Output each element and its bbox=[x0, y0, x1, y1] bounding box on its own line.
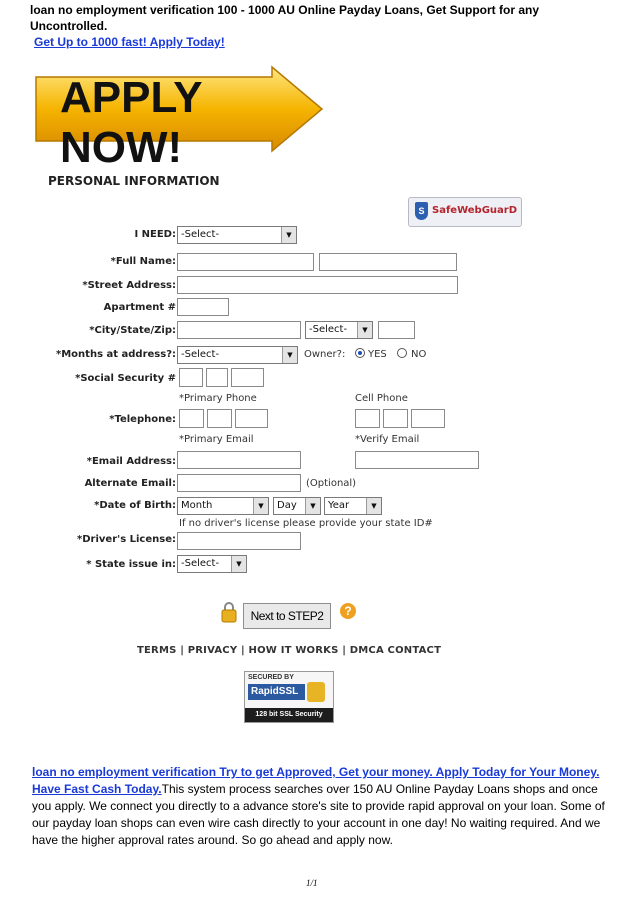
footer-links bbox=[137, 645, 441, 656]
dob-year-value: Year bbox=[328, 500, 350, 511]
label-telephone: *Telephone: bbox=[109, 414, 176, 425]
shield-icon: S bbox=[415, 202, 428, 220]
cell-line-input[interactable] bbox=[411, 409, 445, 428]
phone-area-input[interactable] bbox=[179, 409, 204, 428]
phone-prefix-input[interactable] bbox=[207, 409, 232, 428]
padlock-icon bbox=[307, 682, 325, 702]
help-icon[interactable]: ? bbox=[340, 603, 356, 619]
ssn-part2-input[interactable] bbox=[206, 368, 228, 387]
label-months: *Months at address?: bbox=[56, 349, 176, 360]
chevron-down-icon: ▼ bbox=[231, 556, 246, 572]
apply-now-banner[interactable] bbox=[34, 65, 324, 172]
separator: | bbox=[342, 645, 350, 656]
cell-prefix-input[interactable] bbox=[383, 409, 408, 428]
chevron-down-icon: ▼ bbox=[253, 498, 268, 514]
badge-text: SafeWebGuarD bbox=[432, 205, 518, 216]
owner-no-label: NO bbox=[411, 349, 427, 360]
ssl-brand-text: RapidSSL bbox=[248, 684, 305, 700]
section-title: PERSONAL INFORMATION bbox=[48, 174, 220, 188]
document-title: loan no employment verification 100 - 1000 AU Online Payday Loans, Get Support for any Uncontrolled. bbox=[30, 3, 540, 33]
separator: | bbox=[240, 645, 249, 656]
next-step-button[interactable]: Next to STEP2 bbox=[243, 603, 331, 629]
separator: | bbox=[180, 645, 188, 656]
chevron-down-icon: ▼ bbox=[282, 347, 297, 363]
verify-email-input[interactable] bbox=[355, 451, 479, 469]
lock-icon bbox=[221, 601, 237, 623]
label-dob: *Date of Birth: bbox=[94, 500, 176, 511]
dob-month-select[interactable] bbox=[177, 497, 269, 515]
label-alt-email: Alternate Email: bbox=[84, 478, 176, 489]
owner-yes-label: YES bbox=[368, 349, 387, 360]
need-select-value: -Select- bbox=[181, 229, 220, 240]
dmca-contact-link[interactable]: DMCA CONTACT bbox=[349, 645, 442, 656]
label-license: *Driver's License: bbox=[77, 534, 176, 545]
label-street: *Street Address: bbox=[82, 280, 176, 291]
ssn-part3-input[interactable] bbox=[231, 368, 264, 387]
license-input[interactable] bbox=[177, 532, 301, 550]
alt-email-input[interactable] bbox=[177, 474, 301, 492]
street-input[interactable] bbox=[177, 276, 458, 294]
label-state-issue: * State issue in: bbox=[86, 559, 176, 570]
cell-phone-note: Cell Phone bbox=[355, 393, 408, 404]
last-name-input[interactable] bbox=[319, 253, 457, 271]
zip-input[interactable] bbox=[378, 321, 415, 339]
primary-phone-note: *Primary Phone bbox=[179, 393, 257, 404]
ssn-part1-input[interactable] bbox=[179, 368, 203, 387]
email-input[interactable] bbox=[177, 451, 301, 469]
safewebguard-badge bbox=[408, 197, 522, 227]
label-email: *Email Address: bbox=[86, 456, 176, 467]
city-input[interactable] bbox=[177, 321, 301, 339]
phone-line-input[interactable] bbox=[235, 409, 268, 428]
cell-area-input[interactable] bbox=[355, 409, 380, 428]
how-it-works-link[interactable]: HOW IT WORKS bbox=[248, 645, 339, 656]
dob-day-value: Day bbox=[277, 500, 297, 511]
page-number: 1/1 bbox=[306, 878, 318, 888]
rapidssl-badge bbox=[244, 671, 334, 723]
chevron-down-icon: ▼ bbox=[357, 322, 372, 338]
dob-month-value: Month bbox=[181, 500, 213, 511]
apply-today-link[interactable]: Get Up to 1000 fast! Apply Today! bbox=[34, 35, 225, 49]
owner-yes-radio[interactable] bbox=[355, 348, 365, 358]
primary-email-note: *Primary Email bbox=[179, 434, 254, 445]
label-full-name: *Full Name: bbox=[110, 256, 176, 267]
body-link[interactable]: loan no employment verification Try to get Approved, Get your money. Apply Today for Your Money. Have Fast Cash Today. bbox=[32, 765, 600, 796]
owner-no-radio[interactable] bbox=[397, 348, 407, 358]
ssl-secured-text: SECURED BY bbox=[248, 674, 294, 681]
first-name-input[interactable] bbox=[177, 253, 314, 271]
chevron-down-icon: ▼ bbox=[305, 498, 320, 514]
state-issue-select[interactable] bbox=[177, 555, 247, 573]
label-need: I NEED: bbox=[134, 229, 176, 240]
state-issue-value: -Select- bbox=[181, 558, 220, 569]
terms-link[interactable]: TERMS bbox=[137, 645, 177, 656]
chevron-down-icon: ▼ bbox=[281, 227, 296, 243]
apply-now-text: APPLY NOW! bbox=[60, 73, 202, 172]
verify-email-note: *Verify Email bbox=[355, 434, 420, 445]
chevron-down-icon: ▼ bbox=[366, 498, 381, 514]
label-city-state-zip: *City/State/Zip: bbox=[89, 325, 176, 336]
dob-year-select[interactable] bbox=[324, 497, 382, 515]
apartment-input[interactable] bbox=[177, 298, 229, 316]
ssl-bits-text: 128 bit SSL Security bbox=[245, 708, 333, 722]
months-select-value: -Select- bbox=[181, 349, 220, 360]
months-select[interactable] bbox=[177, 346, 298, 364]
need-select[interactable] bbox=[177, 226, 297, 244]
dob-day-select[interactable] bbox=[273, 497, 321, 515]
optional-note: (Optional) bbox=[306, 478, 357, 489]
state-select[interactable] bbox=[305, 321, 373, 339]
body-text: This system process searches over 150 AU Online Payday Loans shops and once you apply. We connect you directly to a advance store's site to provide rapid approval on your loan. Some of our payday loan shops can even wire cash directly to your account in one day! No waiting required. And we have the higher approval rates around. So go ahead and apply now. bbox=[32, 782, 605, 847]
privacy-link[interactable]: PRIVACY bbox=[187, 645, 238, 656]
label-apartment: Apartment # bbox=[103, 302, 176, 313]
body-paragraph bbox=[32, 764, 607, 849]
state-select-value: -Select- bbox=[309, 324, 348, 335]
label-ssn: *Social Security # bbox=[75, 373, 176, 384]
license-hint: If no driver's license please provide your state ID# bbox=[179, 518, 433, 529]
owner-label: Owner?: bbox=[304, 349, 346, 360]
